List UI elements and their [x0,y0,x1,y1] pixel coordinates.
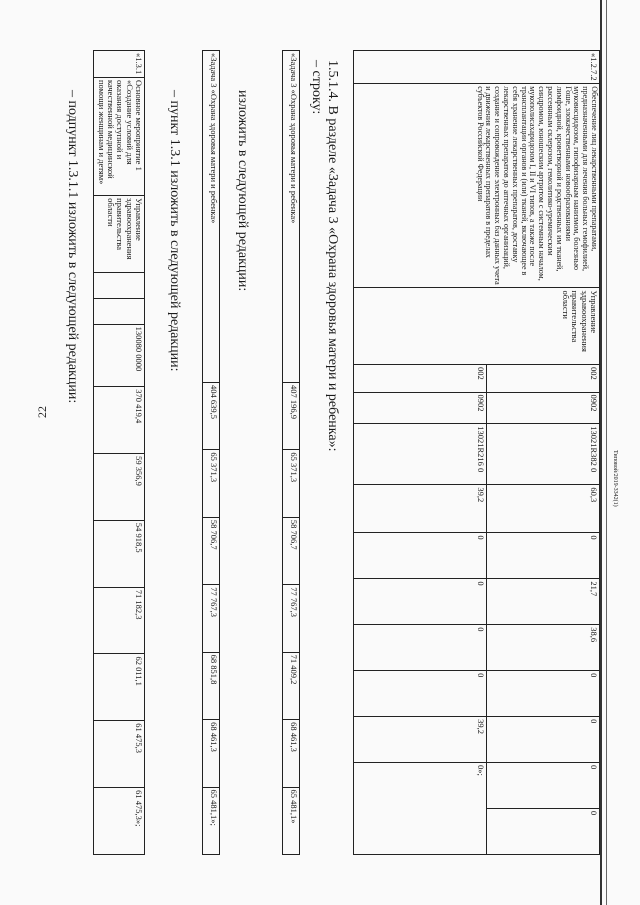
cell: 65 371,3 [203,450,220,517]
cell: 71 409,2 [283,652,300,719]
cell: 58 706,7 [203,517,220,584]
cell [94,273,145,299]
cell: 61 475,3»; [94,788,145,855]
cell: 77 767,3 [203,585,220,652]
cell: 0 [354,533,487,579]
row-name: «Задача 3 «Охрана здоровья матери и ребенка» [283,51,300,383]
cell: 65 481,1» [283,787,300,855]
cell: 0 [487,671,600,717]
row-name: Обеспечение лиц лекарственными препаратами, предназначенными для лечения больных гемофилией, муковисцидозом, гипофизарным нанизмом, болезнью Гоше, злокачественными новообразованиями лимфоидной, кроветворной и родственных им тканей, рассеянным склерозом, гемолитико-уремическим синдромом, юношеским артритом с системным началом, мукополисахаридозом I, II и VI типов, а также после трансплантации органов и (или) тканей, включающее в себя хранение лекарственных препаратов, доставку лекарственных препаратов до аптечных организаций, создание и сопровождение электронных баз данных учета и движения лекарственных препаратов в пределах субъектов Российской Федерации [354,84,600,288]
cell: 370 419,4 [94,387,145,454]
cell: 68 461,3 [283,720,300,787]
cell: 0 [354,625,487,671]
cell: 60,3 [487,485,600,533]
cell: 39,2 [354,485,487,533]
cell: 68 461,3 [203,720,220,787]
row-number: «1.2.7.2 [354,51,600,84]
table-task3-new [202,50,220,855]
page-number: 22 [35,406,49,418]
row-name: «Задача 3 «Охрана здоровья матери и ребенка» [203,51,220,383]
cell: 0 [354,671,487,717]
cell: 61 475,3 [94,721,145,788]
cell: 0902 [487,392,600,424]
section-heading: 1.5.1.4. В разделе «Задача 3 «Охрана здоровья матери и ребенка»: [325,60,340,452]
instruction-text: изложить в следующей редакции: [235,90,250,292]
cell: 13021R216 0 [354,424,487,485]
cell: 404 639,5 [203,382,220,449]
cell [94,298,145,324]
cell: 002 [354,365,487,393]
row-name: Основное мероприятие 1 «Создание условий для оказания доступной и качественной медицинской помощи женщинам и детям» [94,77,145,195]
row-org: Управление здравоохранения правительства области [94,196,145,273]
cell: 0 [487,763,600,809]
cell: 0902 [354,392,487,424]
instruction-text: – пункт 1.3.1 изложить в следующей редакции: [167,90,182,372]
cell: 21,7 [487,579,600,625]
cell: 65 481,1»; [203,787,220,855]
cell: 54 918,5 [94,520,145,587]
table-task3-old [282,50,300,855]
cell: 39,2 [354,717,487,763]
cell: 0 [487,533,600,579]
cell: 58 706,7 [283,517,300,584]
cell: 59 356,9 [94,454,145,521]
cell: 0»; [354,763,487,855]
cell: 68 851,8 [203,652,220,719]
cell: 62 011,1 [94,654,145,721]
instruction-text: – подпункт 1.3.1.1 изложить в следующей редакции: [65,90,80,404]
cell: 65 371,3 [283,450,300,517]
table-row-131 [93,50,145,855]
cell: 77 767,3 [283,585,300,652]
cell: 0 [487,808,600,854]
cell: 130080 0000 [94,324,145,387]
rotated-content [40,50,618,855]
scan-edge-line [600,0,602,905]
cell: 0 [487,717,600,763]
table-row-1272 [353,50,600,855]
document-id: Типовой/2019-3342(1) [612,450,618,507]
scan-edge-line-secondary [606,0,607,905]
cell: 0 [354,579,487,625]
cell: 71 182,3 [94,587,145,654]
cell: 407 196,9 [283,382,300,449]
row-org: Управление здравоохранения правительства области [354,288,600,365]
cell: 13021R382 0 [487,424,600,485]
instruction-text: – строку: [309,60,324,115]
row-number: «1.3.1 [94,51,145,78]
cell: 38,6 [487,625,600,671]
cell: 002 [487,365,600,393]
